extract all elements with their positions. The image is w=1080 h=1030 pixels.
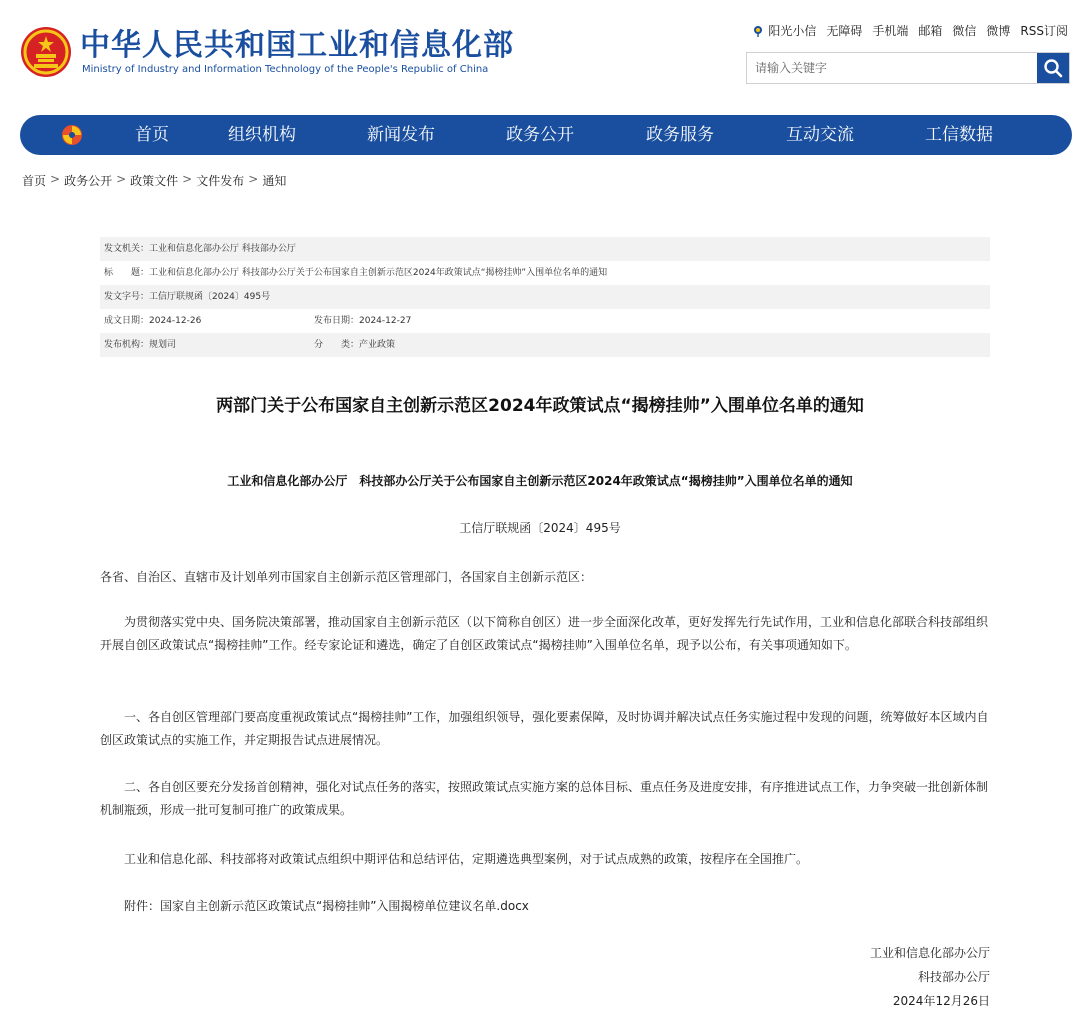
toplink-accessibility[interactable]: 无障碍: [826, 24, 863, 38]
top-links: [752, 22, 1068, 39]
article-main-title: 两部门关于公布国家自主创新示范区2024年政策试点“揭榜挂帅”入围单位名单的通知: [216, 396, 864, 416]
document-meta-table: [100, 237, 990, 357]
toplink-wechat[interactable]: 微信: [952, 24, 977, 38]
breadcrumb-separator: >: [50, 172, 61, 186]
nav-organization[interactable]: 组织机构: [228, 125, 296, 145]
nav-data[interactable]: 工信数据: [925, 125, 993, 145]
toplink-mail[interactable]: 邮箱: [918, 24, 943, 38]
miit-logo-icon[interactable]: [60, 123, 84, 147]
search-button[interactable]: [1037, 53, 1069, 83]
breadcrumb: [22, 172, 286, 189]
toplink-label: 阳光小信: [768, 24, 817, 38]
site-header: [0, 0, 1080, 110]
toplink-weibo[interactable]: 微博: [986, 24, 1011, 38]
meta-org: 发布机构：规划司: [104, 340, 177, 350]
breadcrumb-separator: >: [182, 172, 193, 186]
meta-issuer: 发文机关：工业和信息化部办公厅 科技部办公厅: [104, 244, 296, 254]
meta-row-issuer: [100, 237, 990, 261]
meta-row-title: [100, 261, 990, 285]
nav-news[interactable]: 新闻发布: [367, 125, 435, 145]
article-paragraph-1: 为贯彻落实党中央、国务院决策部署，推动国家自主创新示范区（以下简称自创区）进一步全面深化改革，更好发挥先行先试作用，工业和信息化部联合科技部组织开展自创区政策试点“揭榜挂帅”工作。经专家论证和遴选，确定了自创区政策试点“揭榜挂帅”入围单位名单，现予以公布，有关事项通知如下。: [100, 615, 989, 652]
breadcrumb-policy-documents[interactable]: 政策文件: [130, 174, 179, 188]
breadcrumb-file-release[interactable]: 文件发布: [196, 174, 245, 188]
nav-interaction[interactable]: 互动交流: [786, 125, 854, 145]
nav-home[interactable]: 首页: [135, 125, 169, 145]
national-emblem-icon[interactable]: [20, 26, 72, 78]
site-title[interactable]: 中华人民共和国工业和信息化部: [80, 28, 514, 63]
meta-row-org: [100, 333, 990, 357]
signature-most: 科技部办公厅: [917, 970, 990, 984]
sunshine-icon: [752, 25, 764, 37]
article-paragraph-3: 二、各自创区要充分发扬首创精神，强化对试点任务的落实，按照政策试点实施方案的总体目标、重点任务及进度安排，有序推进试点工作，力争突破一批创新体制机制瓶颈，形成一批可复制可推广的政策成果。: [100, 780, 989, 817]
toplink-mobile[interactable]: 手机端: [872, 24, 909, 38]
signature-miit: 工业和信息化部办公厅: [869, 946, 990, 960]
toplink-sunshine[interactable]: [752, 22, 816, 39]
meta-created-date: 成文日期：2024-12-26: [104, 316, 202, 326]
search-icon: [1043, 58, 1063, 78]
article-doc-number: 工信厅联规函〔2024〕495号: [459, 521, 621, 535]
breadcrumb-government-affairs[interactable]: 政务公开: [64, 174, 113, 188]
article-addressee: 各省、自治区、直辖市及计划单列市国家自主创新示范区管理部门，各国家自主创新示范区：: [100, 570, 593, 584]
nav-government-services[interactable]: 政务服务: [646, 125, 714, 145]
meta-doc-number: 发文字号：工信厅联规函〔2024〕495号: [104, 292, 271, 302]
search-box: [746, 52, 1070, 84]
article-paragraph-4: 工业和信息化部、科技部将对政策试点组织中期评估和总结评估，定期遴选典型案例，对于试点成熟的政策，按程序在全国推广。: [124, 852, 809, 866]
search-input[interactable]: [747, 53, 1037, 83]
site-subtitle: Ministry of Industry and Information Technology of the People's Republic of China: [82, 64, 489, 75]
meta-row-doc-number: [100, 285, 990, 309]
main-nav: [20, 115, 1072, 155]
meta-row-dates: [100, 309, 990, 333]
article-sub-title: 工业和信息化部办公厅 科技部办公厅关于公布国家自主创新示范区2024年政策试点“揭榜挂帅”入围单位名单的通知: [227, 474, 853, 488]
meta-category: 分 类：产业政策: [314, 340, 396, 350]
signature-date: 2024年12月26日: [892, 994, 990, 1008]
breadcrumb-notice[interactable]: 通知: [262, 174, 287, 188]
breadcrumb-separator: >: [116, 172, 127, 186]
nav-government-affairs[interactable]: 政务公开: [506, 125, 574, 145]
toplink-rss[interactable]: RSS订阅: [1020, 24, 1068, 38]
meta-title: 标 题：工业和信息化部办公厅 科技部办公厅关于公布国家自主创新示范区2024年政策试点“揭榜挂帅”入围单位名单的通知: [104, 268, 608, 278]
breadcrumb-home[interactable]: 首页: [22, 174, 47, 188]
breadcrumb-separator: >: [248, 172, 259, 186]
article-attachment-link[interactable]: 附件：国家自主创新示范区政策试点“揭榜挂帅”入围揭榜单位建议名单.docx: [124, 899, 529, 913]
article-paragraph-2: 一、各自创区管理部门要高度重视政策试点“揭榜挂帅”工作，加强组织领导，强化要素保障，及时协调并解决试点任务实施过程中发现的问题，统筹做好本区域内自创区政策试点的实施工作，并定期报告试点进展情况。: [100, 710, 989, 747]
meta-published-date: 发布日期：2024-12-27: [314, 316, 412, 326]
